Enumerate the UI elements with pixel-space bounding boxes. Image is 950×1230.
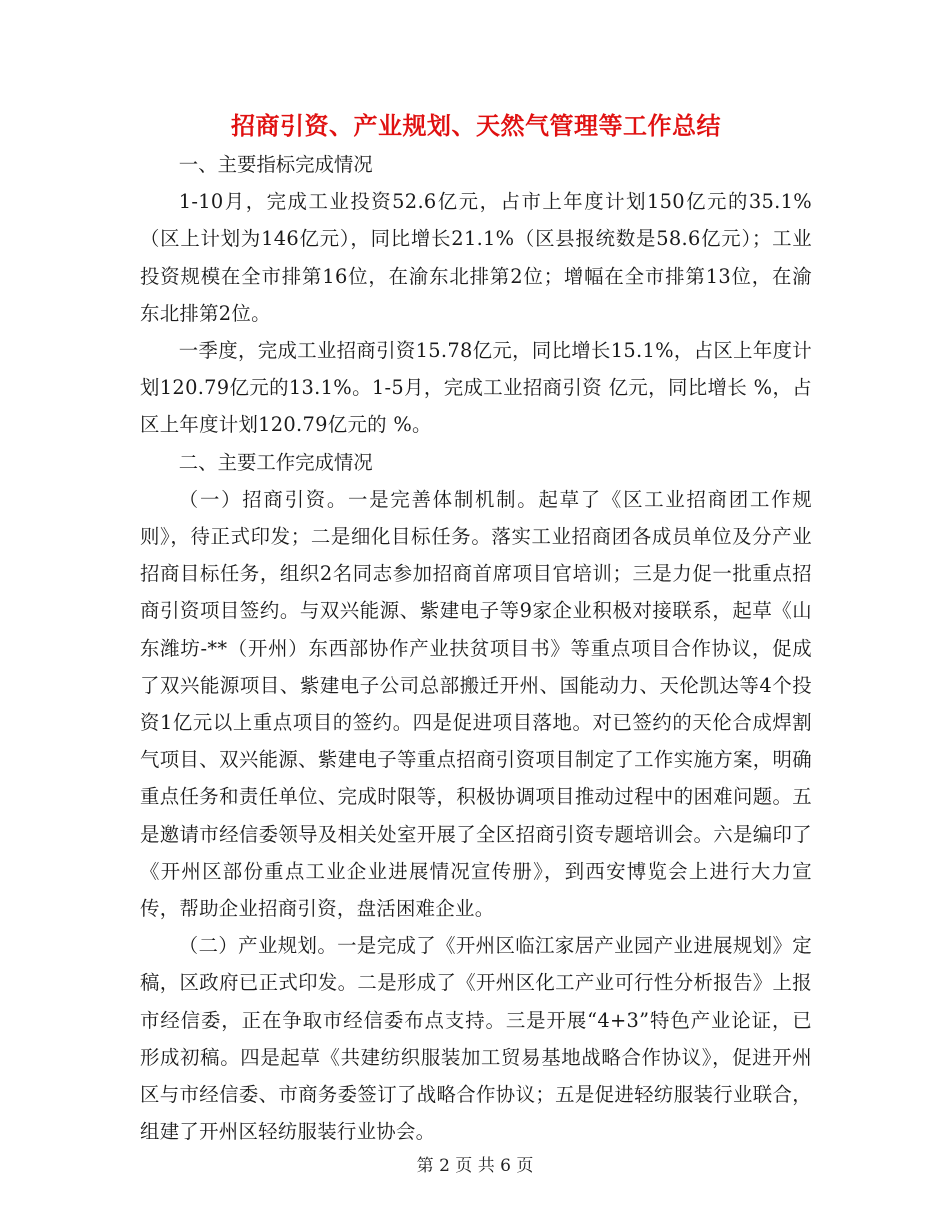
document-title: 招商引资、产业规划、天然气管理等工作总结 — [231, 111, 721, 140]
page-number-footer: 第 2 页 共 6 页 — [416, 1156, 534, 1176]
paragraph-investment-attraction-figures: 一季度，完成工业招商引资15.78亿元，同比增长15.1%，占区上年度计划120.79亿元的13.1%。1-5月，完成工业招商引资 亿元，同比增长 %，占区上年度计划120.79亿元的 %。 — [140, 339, 812, 437]
paragraph-industrial-investment: 1-10月，完成工业投资52.6亿元，占市上年度计划150亿元的35.1%（区上计划为146亿元），同比增长21.1%（区县报统数是58.6亿元）；工业投资规模在全市排第16位，在渝东北排第2位；增幅在全市排第13位，在渝东北排第2位。 — [140, 190, 812, 325]
document-page — [140, 106, 812, 1150]
paragraph-industry-planning: （二）产业规划。一是完成了《开州区临江家居产业园产业进展规划》定稿，区政府已正式印发。二是形成了《开州区化工产业可行性分析报告》上报市经信委，正在争取市经信委布点支持。三是开展“4+3”特色产业论证，已形成初稿。四是起草《共建纺织服装加工贸易基地战略合作协议》，促进开州区与市经信委、市商务委签订了战略合作协议；五是促进轻纺服装行业联合，组建了开州区轻纺服装行业协会。 — [140, 934, 812, 1144]
section-heading-main-work: 二、主要工作完成情况 — [178, 450, 373, 474]
paragraph-investment-attraction: （一）招商引资。一是完善体制机制。起草了《区工业招商团工作规则》，待正式印发；二是细化目标任务。落实工业招商团各成员单位及分产业招商目标任务，组织2名同志参加招商首席项目官培训；三是力促一批重点招商引资项目签约。与双兴能源、紫建电子等9家企业积极对接联系，起草《山东潍坊-**（开州）东西部协作产业扶贫项目书》等重点项目合作协议，促成了双兴能源项目、紫建电子公司总部搬迁开州、国能动力、天伦凯达等4个投资1亿元以上重点项目的签约。四是促进项目落地。对已签约的天伦合成焊割气项目、双兴能源、紫建电子等重点招商引资项目制定了工作实施方案，明确重点任务和责任单位、完成时限等，积极协调项目推动过程中的困难问题。五是邀请市经信委领导及相关处室开展了全区招商引资专题培训会。六是编印了《开州区部份重点工业企业进展情况宣传册》，到西安博览会上进行大力宣传，帮助企业招商引资，盘活困难企业。 — [140, 487, 812, 921]
section-heading-indicators: 一、主要指标完成情况 — [178, 153, 373, 176]
